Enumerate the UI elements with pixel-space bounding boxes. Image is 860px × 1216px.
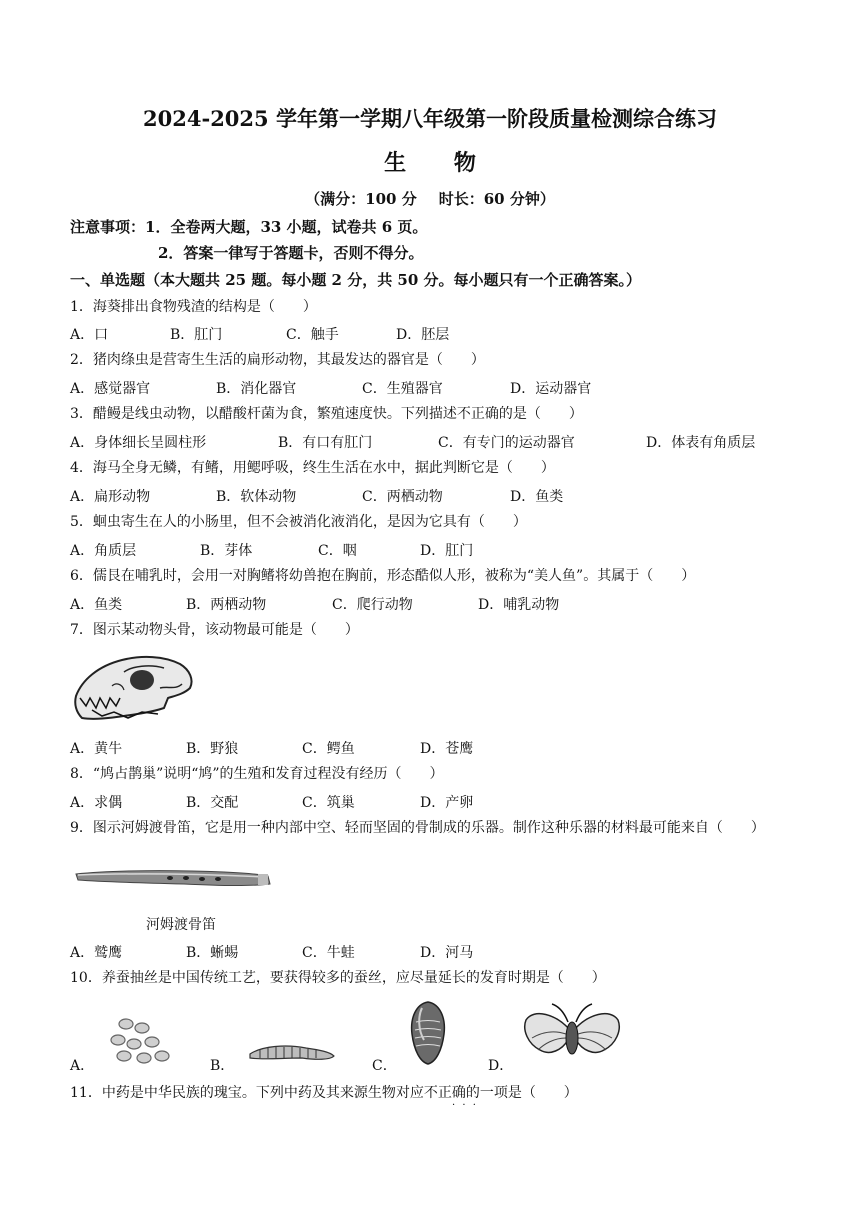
- option-a: A．鹫鹰: [70, 945, 123, 961]
- option-a: A．求偶: [70, 795, 123, 811]
- question-stem: 6．儒艮在哺乳时，会用一对胸鳍将幼兽抱在胸前，形态酷似人形，被称为“美人鱼”。其属于（ ）: [70, 568, 696, 584]
- option-c: C．生殖器官: [362, 381, 443, 397]
- exam-meta: [0, 188, 860, 209]
- section-heading: 一、单选题（本大题共 25 题。每小题 2 分，共 50 分。每小题只有一个正确答案。）: [70, 271, 642, 289]
- option-d: D．产卵: [420, 795, 474, 811]
- option-b: B．交配: [186, 795, 239, 811]
- question-stem: 9．图示河姆渡骨笛，它是用一种内部中空、轻而坚固的骨制成的乐器。制作这种乐器的材料最可能来自（ ）: [70, 820, 765, 836]
- silkworm-larva-image: [246, 1040, 338, 1064]
- option-a: A．扁形动物: [70, 489, 151, 505]
- option-a: A．黄牛: [70, 741, 123, 757]
- question-stem: 1．海葵排出食物残渣的结构是（ ）: [70, 299, 317, 315]
- option-c: C．爬行动物: [332, 597, 413, 613]
- option-c: C．筑巢: [302, 795, 355, 811]
- subject-title: 生 物: [384, 150, 496, 176]
- option-b: B．有口有肛门: [278, 435, 373, 451]
- question-stem: 5．蛔虫寄生在人的小肠里，但不会被消化液消化，是因为它具有（ ）: [70, 514, 527, 530]
- option-d: D．胚层: [396, 327, 450, 343]
- option-c: C．: [372, 1058, 397, 1074]
- option-d: D．体表有角质层: [646, 435, 756, 451]
- time-info: 时长：60 分钟）: [438, 190, 555, 208]
- option-c: C．两栖动物: [362, 489, 443, 505]
- option-b: B．两栖动物: [186, 597, 267, 613]
- exam-title: 2024-2025 学年第一学期八年级第一阶段质量检测综合练习: [143, 106, 717, 131]
- option-d: D．肛门: [420, 543, 474, 559]
- option-d: D．苍鹰: [420, 741, 474, 757]
- option-a: A．角质层: [70, 543, 137, 559]
- option-c: C．有专门的运动器官: [438, 435, 575, 451]
- option-b: B．消化器官: [216, 381, 297, 397]
- silkworm-eggs-image: [104, 1012, 176, 1068]
- option-c: C．咽: [318, 543, 357, 559]
- option-d: D．鱼类: [510, 489, 564, 505]
- bone-flute-image: [74, 862, 272, 892]
- option-a: A．身体细长呈圆柱形: [70, 435, 207, 451]
- score-info: （满分：100 分: [305, 190, 417, 208]
- option-a: A．: [70, 1058, 95, 1074]
- option-b: B．芽体: [200, 543, 253, 559]
- notes-line-2: 2．答案一律写于答题卡，否则不得分。: [158, 244, 424, 262]
- option-c: C．鳄鱼: [302, 741, 355, 757]
- option-b: B．野狼: [186, 741, 239, 757]
- option-a: A．口: [70, 327, 109, 343]
- option-c: C．牛蛙: [302, 945, 355, 961]
- option-d: D．运动器官: [510, 381, 592, 397]
- question-stem: 11．中药是中华民族的瑰宝。下列中药及其来源生物对应不正确的一项是（ ）: [70, 1085, 578, 1101]
- option-a: A．鱼类: [70, 597, 123, 613]
- question-stem: 2．猪肉绦虫是营寄生生活的扁形动物，其最发达的器官是（ ）: [70, 352, 485, 368]
- bone-flute-caption: 河姆渡骨笛: [146, 917, 216, 933]
- notes-line-1: 注意事项：1．全卷两大题，33 小题，试卷共 6 页。: [70, 218, 428, 236]
- option-b: B．蜥蜴: [186, 945, 239, 961]
- animal-skull-image: [72, 652, 196, 728]
- option-b: B．肛门: [170, 327, 223, 343]
- question-stem: 8．“鸠占鹊巢”说明“鸠”的生殖和发育过程没有经历（ ）: [70, 766, 444, 782]
- option-d: D．河马: [420, 945, 474, 961]
- emphasis-dots: · · ·: [452, 1100, 478, 1111]
- option-d: D．哺乳动物: [478, 597, 560, 613]
- question-stem: 4．海马全身无鳞，有鳍，用鳃呼吸，终生生活在水中，据此判断它是（ ）: [70, 460, 555, 476]
- question-stem: 10．养蚕抽丝是中国传统工艺，要获得较多的蚕丝，应尽量延长的发育时期是（ ）: [70, 970, 606, 986]
- silkworm-pupa-image: [408, 1000, 448, 1066]
- option-b: B．: [210, 1058, 235, 1074]
- option-b: B．软体动物: [216, 489, 297, 505]
- option-c: C．触手: [286, 327, 339, 343]
- question-stem: 3．醋鳗是线虫动物，以醋酸杆菌为食，繁殖速度快。下列描述不正确的是（ ）: [70, 406, 583, 422]
- option-a: A．感觉器官: [70, 381, 151, 397]
- silkworm-moth-image: [520, 1000, 624, 1068]
- question-stem: 7．图示某动物头骨，该动物最可能是（ ）: [70, 622, 359, 638]
- option-d: D．: [488, 1058, 514, 1074]
